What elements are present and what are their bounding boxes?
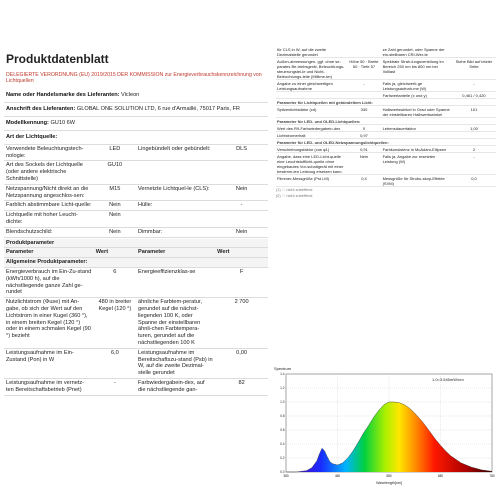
product-params-table — [4, 239, 268, 396]
section-row — [276, 118, 496, 125]
param-label — [276, 92, 346, 99]
param-value: 0,461 / 0,420 — [452, 92, 496, 99]
table-row — [276, 153, 496, 175]
address-row — [4, 103, 268, 117]
param-label: Falls ja, gleichwerti-ge Leistungsaufnah-me (W) — [382, 80, 452, 92]
param-value: Nein — [215, 184, 268, 201]
section-heading: Parameter für LED- und OLED-Netzspannungslichtquellen: — [276, 139, 496, 146]
param-value: M15 — [94, 184, 136, 201]
param-label: Lebensdauerfaktor — [382, 125, 452, 132]
footnote: (2) '-': nicht zutreffend — [276, 194, 313, 198]
table-row — [4, 348, 268, 378]
table-row — [276, 175, 496, 187]
chart-annotation: 1.0=3.545mW/nm — [432, 377, 464, 382]
param-value: GU10 — [94, 161, 136, 184]
table-row — [276, 146, 496, 153]
param-label: Leistungsaufnahme im vernetz-ten Bereitschaftsbetrieb (Pnet) — [4, 378, 94, 395]
param-label: Energieverbrauch im Ein-Zu-stand (kWh/1000 h), auf die nächstliegende ganze Zahl ge-rundet — [4, 267, 94, 297]
x-tick-label: 380 — [283, 474, 289, 478]
x-tick-label: 480 — [334, 474, 341, 478]
table-row — [4, 378, 268, 395]
param-label: ze Zahl gerundet, oder Spanne der ein-stellbaren CRI-Wer-te — [382, 46, 452, 58]
param-value: Nein — [215, 227, 268, 237]
param-value: LED — [94, 145, 136, 161]
param-label: Leistungsaufnahme im Bereitschaftszu-stand (Psb) in W, auf die zweite Dezimal-stelle gerundet — [136, 348, 215, 378]
param-label: Art des Sockels der Lichtquelle (oder andere elektrische Schnittstelle) — [4, 161, 94, 184]
param-value: Nein — [94, 201, 136, 211]
address-value: GLOBAL ONE SOLUTION LTD, 6 rue d'Armaillé, 75017 Paris, FR — [76, 105, 240, 112]
chart-title: Spectrum — [274, 366, 292, 371]
param-value — [452, 132, 496, 139]
x-tick-label: 780 — [489, 474, 495, 478]
col-header: Parameter — [136, 248, 215, 258]
table-row — [4, 267, 268, 297]
spectrum-chart — [272, 364, 498, 488]
supplier-value: Vicleon — [121, 91, 140, 98]
param-value: 6,0 — [94, 348, 136, 378]
param-value: 0,4 — [346, 175, 381, 187]
col-header: Wert — [215, 248, 268, 258]
param-value: 330 — [346, 106, 381, 118]
param-label: Lichtstromerhalt — [276, 132, 346, 139]
param-value — [215, 161, 268, 184]
y-tick-label: 1.4 — [280, 372, 285, 377]
param-label: Dimmbar: — [136, 227, 215, 237]
param-value: 82 — [215, 378, 268, 395]
light-source-type-table — [4, 145, 268, 238]
param-label: Wert des R9-Farbwiedergabein-dex — [276, 125, 346, 132]
param-label: Vernetzte Lichtquel-le (CLS): — [136, 184, 215, 201]
page-title: Produktdatenblatt — [6, 52, 109, 66]
param-label: Farbwiedergabein-dex, auf die nächstliegende gan- — [136, 378, 215, 395]
y-tick-label: 0.0 — [280, 470, 285, 475]
table-row — [4, 227, 268, 237]
model-value: GU10 6W — [50, 119, 76, 126]
param-label: Angabe zu einer gleichwertigen Leistungsaufnahme — [276, 80, 346, 92]
y-tick-label: 0.8 — [280, 414, 285, 419]
param-value — [452, 46, 496, 58]
x-tick-label: 680 — [437, 474, 444, 478]
param-label: Energieeffizienzklas-se — [136, 267, 215, 297]
col-header: Wert — [94, 248, 136, 258]
param-value: Nein — [94, 227, 136, 237]
x-axis-label: Wavelength[nm] — [376, 481, 402, 485]
section-row — [276, 139, 496, 146]
supplier-label: Name oder Handelsmarke des Lieferanten: — [6, 91, 120, 98]
param-label: Spitzenlichtstärke (cd) — [276, 106, 346, 118]
param-value: Höhe 50 · Breite 50 · Tiefe 57 — [346, 58, 381, 80]
param-label: Falls ja, Angabe zur ersetzten Leistung (W) — [382, 153, 452, 175]
param-value: Siehe Bild auf letzter Seite — [452, 58, 496, 80]
param-value: - — [215, 201, 268, 211]
param-label: Verschiebungsfaktor (cos φ1) — [276, 146, 346, 153]
table-row — [276, 132, 496, 139]
param-label: Spektrale Strah-lungsverteilung im Bereich 250 nm bis 800 nm bei Volllast — [382, 58, 452, 80]
light-type-heading: Art der Lichtquelle: — [4, 131, 268, 145]
param-value: 0,97 — [346, 132, 381, 139]
param-value: 0 — [346, 125, 381, 132]
param-value: Nein — [94, 211, 136, 228]
general-params-section: Allgemeine Produktparameter: — [4, 258, 268, 268]
datasheet-left — [4, 52, 268, 500]
param-label: Farbwertanteile (x und y) — [382, 92, 452, 99]
param-label: Messgröße für Strobo-skop-Effekte (SVM) — [382, 175, 452, 187]
param-value: 2 — [452, 146, 496, 153]
table-row — [276, 46, 496, 58]
param-label: Nutzlichtstrom (Φuse) mit An-gabe, ob sich der Wert auf den Lichtstrom in einer Kugel (360 °), in einem breiten Kegel (120 °) oder in einem schmalen Kegel (90 °) bezieht — [4, 298, 94, 349]
param-value: F — [215, 267, 268, 297]
param-value — [346, 46, 381, 58]
param-value: - — [452, 80, 496, 92]
y-tick-label: 1.0 — [280, 400, 285, 405]
param-label — [136, 161, 215, 184]
param-value: - — [94, 378, 136, 395]
regulation-text: DELEGIERTE VERORDNUNG (EU) 2019/2015 DER KOMMISSION zur Energieverbrauchskennzeichnung von Lichtquellen — [6, 72, 262, 85]
param-value: 6 — [94, 267, 136, 297]
table-row — [4, 298, 268, 349]
param-value: - — [452, 153, 496, 175]
param-value: 0,91 — [346, 146, 381, 153]
param-label: Lichtquelle mit hoher Leucht-dichte: — [4, 211, 94, 228]
model-row — [4, 117, 268, 131]
param-label: Farbkonsistenz in McAdam-Ellipsen — [382, 146, 452, 153]
y-tick-label: 0.2 — [280, 456, 285, 461]
right-table — [276, 46, 496, 187]
col-header: Parameter — [4, 248, 94, 258]
param-value: DLS — [215, 145, 268, 161]
param-value: - — [346, 80, 381, 92]
model-label: Modellkennung: — [6, 119, 49, 126]
datasheet-right — [276, 46, 496, 346]
param-label — [136, 211, 215, 228]
param-label: Blendschutzschild: — [4, 227, 94, 237]
param-label: Verwendete Beleuchtungstech-nologie: — [4, 145, 94, 161]
param-label: Farblich abstimmbare Licht-quelle: — [4, 201, 94, 211]
param-label: Halbwertswinkel in Grad oder Spanne der einstellbaren Halbwertswinkel — [382, 106, 452, 118]
table-row — [276, 92, 496, 99]
table-row — [276, 106, 496, 118]
param-value: 1,00 — [452, 125, 496, 132]
param-value — [215, 211, 268, 228]
param-label: Außen-abmessungen, ggf. ohne se-parates Be-triebsgerät, Beleuchtungs-steuerungstei-le und Nicht-Beleuchtungs-teile (Millime-ter) — [276, 58, 346, 80]
footnote: (1) '-': nicht zutreffend — [276, 188, 313, 192]
param-value: 101 — [452, 106, 496, 118]
table-row — [276, 125, 496, 132]
param-label: für CLS in W, auf die zweite Dezimalstelle gerundet — [276, 46, 346, 58]
table-row — [4, 161, 268, 184]
param-label: Netzspannung/Nicht direkt an die Netzspannung angeschlos-sen: — [4, 184, 94, 201]
param-value: 0,00 — [215, 348, 268, 378]
section-heading: Parameter für LED- und OLED-Lichtquellen: — [276, 118, 496, 125]
param-value — [346, 92, 381, 99]
param-value: 480 in breiter Kegel (120 °) — [94, 298, 136, 349]
table-row — [4, 211, 268, 228]
y-tick-label: 0.6 — [280, 428, 285, 433]
y-tick-label: 0.4 — [280, 442, 285, 447]
section-row — [276, 99, 496, 106]
param-label: Angabe, dass eine LED-Licht-quelle eine Leuchtstofflicht-quelle ohne eingebautes Vor-schaltgerät mit einer bestimm-ten Leistung ersetzen kann. — [276, 153, 346, 175]
y-tick-label: 1.2 — [280, 386, 285, 391]
supplier-row — [4, 89, 268, 103]
address-label: Anschrift des Lieferanten: — [6, 105, 76, 112]
table-row — [276, 58, 496, 80]
table-row — [4, 184, 268, 201]
table-row — [4, 201, 268, 211]
param-value: Nein — [346, 153, 381, 175]
section-heading: Parameter für Lichtquellen mit gebündeltem Licht: — [276, 99, 496, 106]
x-tick-label: 580 — [386, 474, 392, 478]
param-value: 0,0 — [452, 175, 496, 187]
table-row — [276, 80, 496, 92]
param-label: Lingebündelt oder gebündelt: — [136, 145, 215, 161]
param-value: 2 700 — [215, 298, 268, 349]
param-label: Leistungsaufnahme im Ein-Zustand (Pon) in W — [4, 348, 94, 378]
table-row — [4, 145, 268, 161]
param-label — [382, 132, 452, 139]
param-label: Flimmer-Messgröße (Pst LM) — [276, 175, 346, 187]
param-label: Hülle: — [136, 201, 215, 211]
product-params-heading: Produktparameter — [4, 239, 268, 248]
param-label: ähnliche Farbtem-peratur, gerundet auf die nächst-liegenden 100 K, oder Spanne der einstellbaren ähnli-chen Farbtempera-turen, gerundet auf die nächstliegenden 100 K — [136, 298, 215, 349]
